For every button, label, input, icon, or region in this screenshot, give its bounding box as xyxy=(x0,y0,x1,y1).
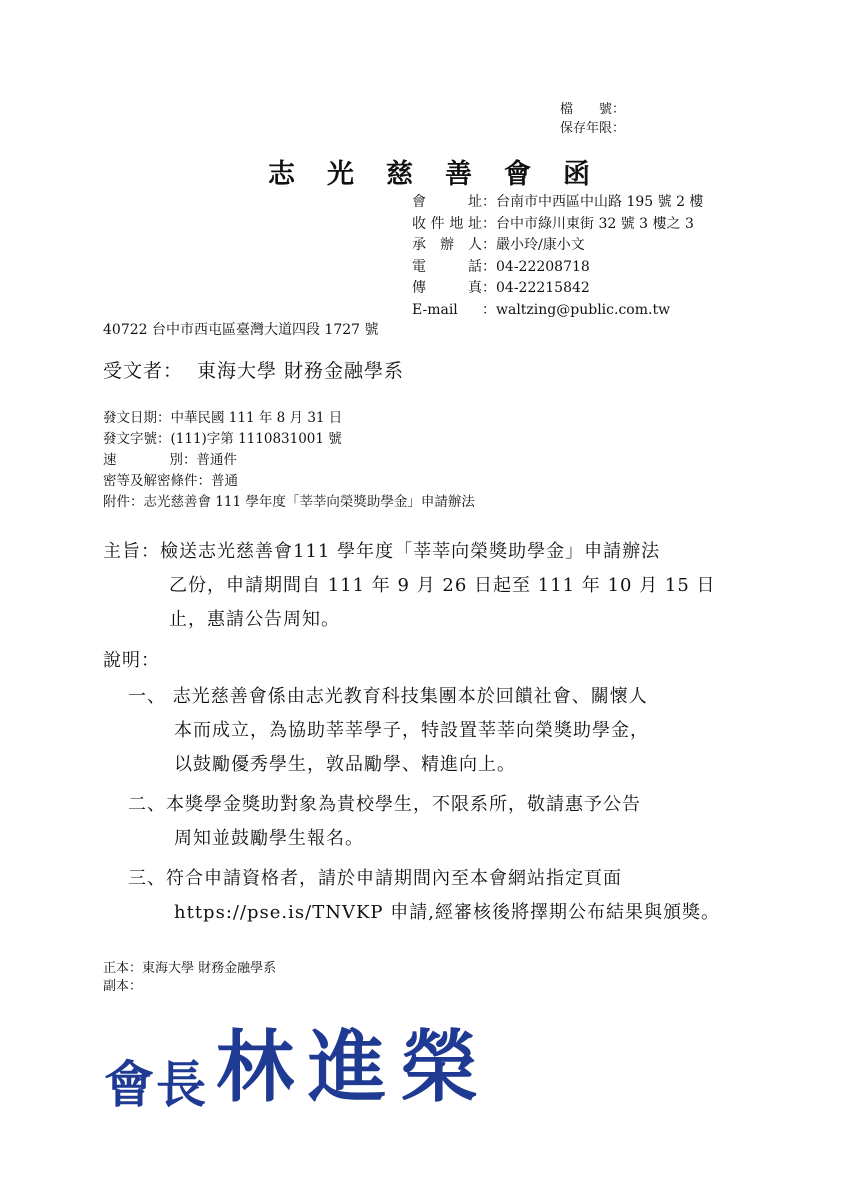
meta-label: 發文日期 xyxy=(103,410,157,426)
item-line: https://pse.is/TNVKP 申請,經審核後將擇期公布結果與頒獎。 xyxy=(174,902,720,923)
explanation-item-1 xyxy=(128,680,720,782)
contact-label: 承 辦 人 xyxy=(412,237,482,253)
copy-recipient: 副本： xyxy=(103,979,143,994)
subject-line: 止，惠請公告周知。 xyxy=(169,609,340,630)
contact-value: ：台中市綠川東街 32 號 3 樓之 3 xyxy=(482,215,694,232)
item-line: 一、 志光慈善會係由志光教育科技集團本於回饋社會、關懷人 xyxy=(128,686,648,707)
recipient-postal-address: 40722 台中市西屯區臺灣大道四段 1727 號 xyxy=(103,322,379,338)
filing-info xyxy=(560,100,625,138)
subject-block xyxy=(103,535,716,637)
dispatch-date-row xyxy=(103,408,475,429)
subject-line: 主旨：檢送志光慈善會111 學年度「莘莘向榮獎助學金」申請辦法 xyxy=(103,541,661,562)
contact-value: ：04-22208718 xyxy=(482,258,590,275)
meta-value: ：(111)字第 1110831001 號 xyxy=(157,431,342,447)
chairman-seal xyxy=(104,1005,492,1117)
subject-line: 乙份，申請期間自 111 年 9 月 26 日起至 111 年 10 月 15 日 xyxy=(169,575,716,596)
contact-label: E-mail xyxy=(412,301,458,318)
security-row xyxy=(103,471,475,492)
contact-email-row xyxy=(412,300,703,322)
dispatch-meta-block xyxy=(103,408,475,513)
item-line: 三、符合申請資格者，請於申請期間內至本會網站指定頁面 xyxy=(128,868,622,889)
meta-label: 附件 xyxy=(103,494,130,510)
recipient-name: 東海大學 財務金融學系 xyxy=(197,360,405,382)
item-line: 本而成立，為協助莘莘學子，特設置莘莘向榮獎助學金， xyxy=(174,720,649,741)
explanation-item-3 xyxy=(128,862,720,930)
contact-handler-row xyxy=(412,235,703,257)
recipient-label: 受文者： xyxy=(103,360,184,382)
meta-label: 速 別 xyxy=(103,452,183,468)
explanation-list xyxy=(128,680,720,936)
seal-name: 林進榮 xyxy=(216,1022,493,1113)
meta-value: ：普通 xyxy=(197,473,238,489)
dispatch-number-row xyxy=(103,429,475,450)
file-number-label: 檔 號： xyxy=(560,102,626,117)
meta-value: ：志光慈善會 111 學年度「莘莘向榮獎助學金」申請辦法 xyxy=(130,494,475,510)
contact-label: 會 址 xyxy=(412,194,482,210)
retention-label: 保存年限： xyxy=(560,121,626,136)
sender-contact-block xyxy=(412,192,703,321)
contact-fax-row xyxy=(412,278,703,300)
meta-value: ：普通件 xyxy=(183,452,237,468)
contact-label: 收件地址 xyxy=(412,215,482,232)
seal-title: 會長 xyxy=(104,1055,208,1114)
meta-label: 發文字號 xyxy=(103,431,157,447)
recipient-line xyxy=(103,356,404,383)
item-line: 以鼓勵優秀學生，敦品勵學、精進向上。 xyxy=(174,754,516,775)
contact-value: ：台南市中西區中山路 195 號 2 樓 xyxy=(482,194,704,210)
contact-mailing-row xyxy=(412,214,703,236)
contact-label: 傳 真 xyxy=(412,280,482,296)
item-line: 周知並鼓勵學生報名。 xyxy=(174,828,364,849)
explanation-label: 說明： xyxy=(103,650,160,671)
meta-label: 密等及解密條件 xyxy=(103,473,198,489)
meta-value: ：中華民國 111 年 8 月 31 日 xyxy=(157,410,343,426)
attachment-row xyxy=(103,492,475,513)
original-recipient: 正本：東海大學 財務金融學系 xyxy=(103,961,277,976)
item-line: 二、本獎學金獎助對象為貴校學生，不限系所，敬請惠予公告 xyxy=(128,794,641,815)
contact-value: ：嚴小玲/康小文 xyxy=(482,237,585,253)
contact-phone-row xyxy=(412,257,703,279)
distribution-block xyxy=(103,960,276,996)
document-title: 志光慈善會函 xyxy=(268,159,622,190)
contact-value: ：04-22215842 xyxy=(482,280,590,296)
contact-label: 電 話 xyxy=(412,258,482,275)
speed-row xyxy=(103,450,475,471)
contact-value: ：waltzing@public.com.tw xyxy=(482,301,671,318)
explanation-item-2 xyxy=(128,788,720,856)
contact-address-row xyxy=(412,192,703,214)
